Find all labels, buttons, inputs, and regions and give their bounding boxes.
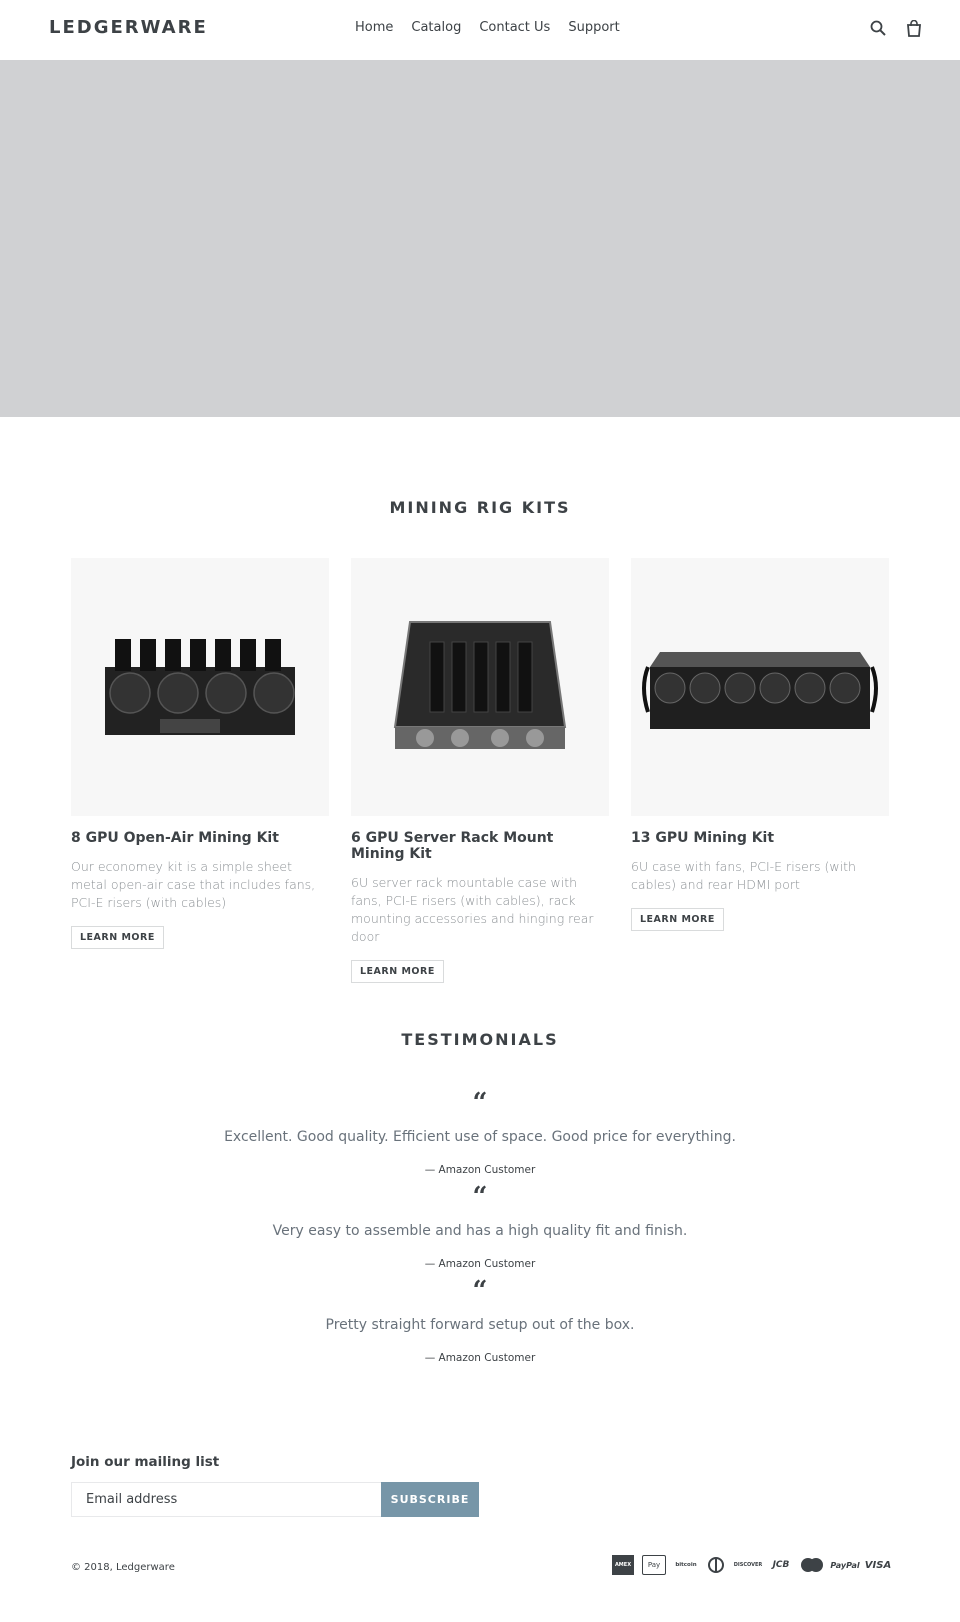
product-card (351, 558, 609, 983)
bitcoin-icon: bitcoin (675, 1562, 697, 1568)
payment-icons (612, 1555, 890, 1575)
nav-support[interactable]: Support (568, 20, 620, 35)
product-description: Our economey kit is a simple sheet metal open-air case that includes fans, PCI-E risers (with cables) (71, 859, 316, 910)
diners-club-icon (706, 1555, 726, 1575)
paypal-icon: PayPal (830, 1560, 860, 1570)
section-title-mining-rig-kits: MINING RIG KITS (389, 498, 571, 517)
cart-icon[interactable] (904, 18, 924, 38)
nav-contact-us[interactable]: Contact Us (479, 20, 551, 35)
product-description: 6U case with fans, PCI-E risers (with cables) and rear HDMI port (631, 859, 856, 892)
testimonial-author: — Amazon Customer (424, 1258, 536, 1270)
site-header (0, 0, 960, 60)
quote-icon: “ (472, 1276, 488, 1306)
testimonial-text: Very easy to assemble and has a high quality fit and finish. (272, 1223, 688, 1239)
product-image[interactable] (631, 558, 889, 816)
subscribe-button[interactable]: SUBSCRIBE (381, 1482, 479, 1517)
email-input[interactable] (71, 1482, 381, 1517)
search-icon[interactable] (868, 18, 888, 38)
visa-icon: VISA (864, 1559, 892, 1571)
quote-icon: “ (472, 1088, 488, 1118)
testimonial-text: Excellent. Good quality. Efficient use of space. Good price for everything. (224, 1129, 736, 1145)
testimonial (0, 1090, 960, 1176)
product-card (631, 558, 889, 931)
testimonial-author: — Amazon Customer (424, 1352, 536, 1364)
learn-more-button[interactable]: LEARN MORE (71, 926, 164, 949)
testimonial-author: — Amazon Customer (424, 1164, 536, 1176)
quote-icon: “ (472, 1182, 488, 1212)
mastercard-icon (800, 1555, 824, 1575)
main-nav (355, 20, 638, 35)
apple-pay-icon: Pay (642, 1555, 666, 1575)
learn-more-button[interactable]: LEARN MORE (631, 908, 724, 931)
site-logo[interactable]: LEDGERWARE (49, 17, 208, 38)
product-title[interactable]: 8 GPU Open-Air Mining Kit (71, 830, 279, 846)
hero-banner (0, 60, 960, 417)
amex-icon: AMEX (612, 1555, 634, 1575)
header-icons (868, 18, 924, 38)
testimonial (0, 1278, 960, 1364)
mailing-list-title: Join our mailing list (71, 1454, 220, 1470)
product-title[interactable]: 13 GPU Mining Kit (631, 830, 775, 846)
discover-icon: DISCOVER (733, 1562, 763, 1568)
nav-home[interactable]: Home (355, 20, 394, 35)
testimonial-text: Pretty straight forward setup out of the box. (325, 1317, 635, 1333)
section-title-testimonials: TESTIMONIALS (401, 1030, 559, 1049)
product-card (71, 558, 329, 949)
copyright: © 2018, Ledgerware (71, 1562, 175, 1573)
product-description: 6U server rack mountable case with fans, PCI-E risers (with cables), rack mounting accessories and hinging rear door (351, 875, 594, 944)
product-image[interactable] (71, 558, 329, 816)
product-image[interactable] (351, 558, 609, 816)
learn-more-button[interactable]: LEARN MORE (351, 960, 444, 983)
testimonial (0, 1184, 960, 1270)
nav-catalog[interactable]: Catalog (411, 20, 462, 35)
jcb-icon: JCB (772, 1560, 790, 1570)
product-title[interactable]: 6 GPU Server Rack Mount Mining Kit (351, 830, 554, 862)
